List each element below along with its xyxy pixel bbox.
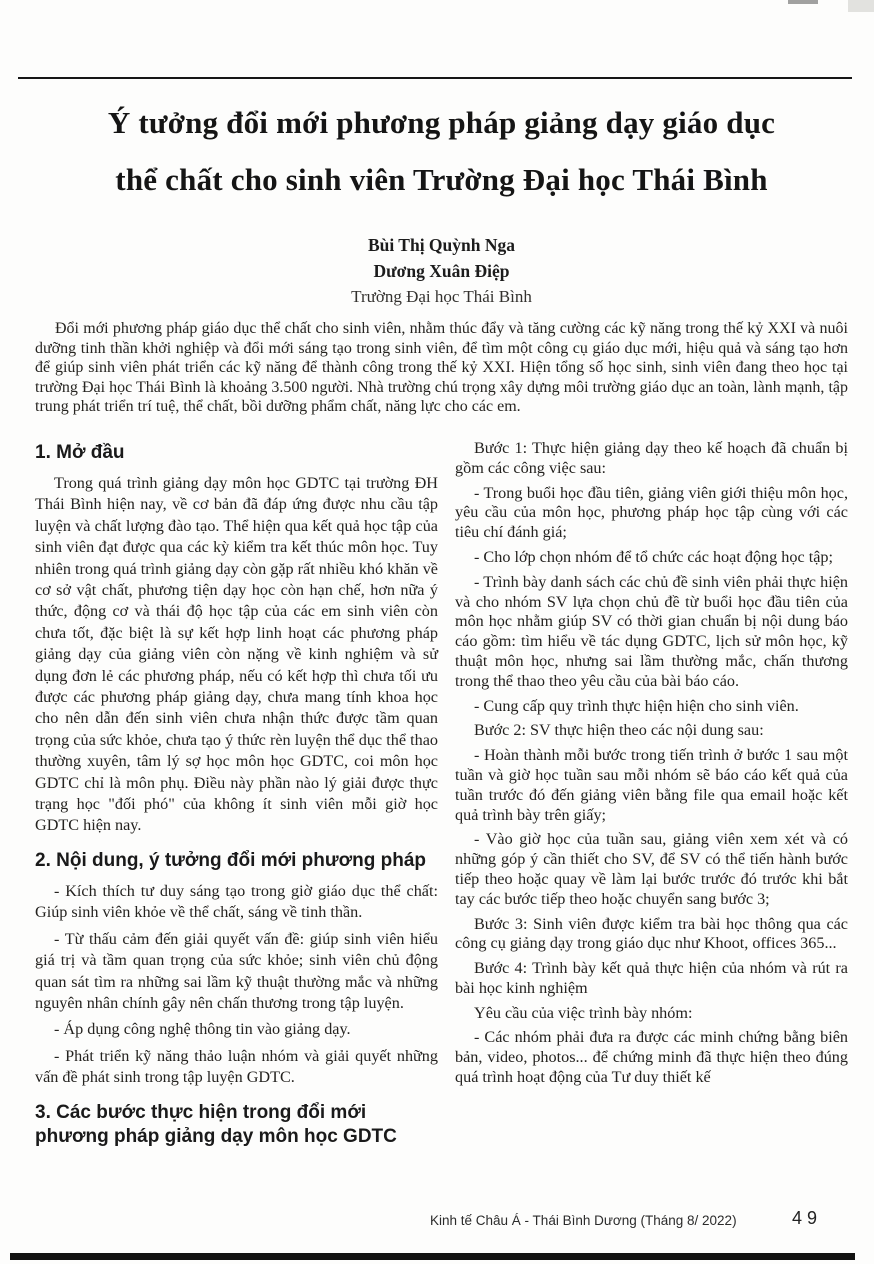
step-paragraph: - Trong buổi học đầu tiên, giảng viên giới thiệu môn học, yêu cầu của môn học, phương pháp học tập cùng với các tiêu chí đánh giá; bbox=[455, 483, 848, 542]
header-rule bbox=[18, 77, 852, 79]
article-title-line2: thể chất cho sinh viên Trường Đại học Thái Bình bbox=[115, 162, 768, 197]
footer-page-number: 49 bbox=[792, 1208, 823, 1228]
author-name-2: Dương Xuân Điệp bbox=[373, 261, 510, 281]
affiliation: Trường Đại học Thái Bình bbox=[351, 287, 532, 306]
step-paragraph: Bước 2: SV thực hiện theo các nội dung sau: bbox=[474, 721, 764, 740]
section-2-item: - Từ thấu cảm đến giải quyết vấn đề: giúp sinh viên hiểu giá trị và tầm quan trọng của sức khỏe; sinh viên chủ động quan sát tìm ra những sai lầm kỹ thuật thường mắc và những nguyên nhân chính gây nên chấn thương trong tập luyện. bbox=[35, 929, 438, 1012]
article-title bbox=[35, 0, 848, 208]
right-column bbox=[455, 439, 848, 1093]
section-2-item: - Kích thích tư duy sáng tạo trong giờ giáo dục thể chất: Giúp sinh viên khỏe về thể chất, sáng về tinh thần. bbox=[35, 881, 438, 922]
article-title-line1: Ý tưởng đổi mới phương pháp giảng dạy giáo dục bbox=[107, 105, 776, 140]
section-2-heading: 2. Nội dung, ý tưởng đổi mới phương pháp bbox=[35, 849, 427, 871]
two-column-body bbox=[35, 439, 848, 1157]
step-paragraph: Yêu cầu của việc trình bày nhóm: bbox=[474, 1003, 693, 1022]
section-2-item: - Áp dụng công nghệ thông tin vào giảng dạy. bbox=[54, 1020, 351, 1039]
step-paragraph: - Trình bày danh sách các chủ đề sinh viên phải thực hiện và cho nhóm SV lựa chọn chủ đề từ buổi học đầu tiên của môn học nhằm giúp SV có thời gian chuẩn bị nội dung báo cáo gồm: tìm hiểu về tác dụng GDTC, lịch sử môn học, kỹ thuật môn học, nhưng sai lầm thường mắc, chấn thương trong thể thao theo yêu cầu của bài báo cáo. bbox=[455, 572, 848, 690]
section-2-item-list bbox=[35, 881, 438, 1089]
step-paragraph: - Các nhóm phải đưa ra được các minh chứng bằng biên bản, video, photos... để chứng minh đã thực hiện theo đúng quá trình hoạt động của Tư duy thiết kế bbox=[455, 1028, 848, 1087]
step-paragraph: - Hoàn thành mỗi bước trong tiến trình ở bước 1 sau một tuần và giờ học tuần sau mỗi nhóm sẽ báo cáo kết quả của tuần trước đó đến giảng viên bằng file qua email hoặc kết quả trình bày trên giấy; bbox=[455, 746, 848, 824]
bottom-rule bbox=[10, 1253, 855, 1260]
step-paragraph: Bước 4: Trình bày kết quả thực hiện của nhóm và rút ra bài học kinh nghiệm bbox=[455, 959, 848, 997]
author-name-1: Bùi Thị Quỳnh Nga bbox=[367, 235, 516, 255]
section-2-item: - Phát triển kỹ năng thảo luận nhóm và giải quyết những vấn đề phát sinh trong tập luyện GDTC. bbox=[35, 1046, 438, 1087]
abstract-paragraph: Đổi mới phương pháp giáo dục thể chất cho sinh viên, nhằm thúc đẩy và tăng cường các kỹ năng trong thế kỷ XXI và nuôi dưỡng tinh thần khởi nghiệp và đổi mới sáng tạo trong sinh viên, để tìm một công cụ giáo dục mới, hiệu quả và sáng tạo hơn để giúp sinh viên phát triển các kỹ năng để thành công trong thế kỷ XXI. Hiện tổng số học sinh, sinh viên đang theo học tại trường Đại học Thái Bình là khoảng 3.500 người. Nhà trường chú trọng xây dựng môi trường giáo dục an toàn, lành mạnh, tập trung phát triển trí tuệ, thể chất, bồi dưỡng phẩm chất, năng lực cho các em. bbox=[35, 320, 848, 416]
step-paragraph: Bước 3: Sinh viên được kiểm tra bài học thông qua các công cụ giảng dạy trong giáo dục như Khoot, offices 365... bbox=[455, 914, 848, 953]
section-3-heading: 3. Các bước thực hiện trong đổi mới phương pháp giảng dạy môn học GDTC bbox=[35, 1101, 397, 1147]
scan-artifact-mark bbox=[788, 0, 818, 4]
step-paragraph: - Cho lớp chọn nhóm để tổ chức các hoạt động học tập; bbox=[474, 547, 833, 566]
step-paragraph: - Vào giờ học của tuần sau, giảng viên xem xét và có những góp ý cần thiết cho SV, để SV có thể tiến hành bước tiếp theo hoặc quay về làm lại bước trước đó trước khi bắt tay các bước tiếp theo hoặc chuyển sang bước 3; bbox=[455, 830, 848, 908]
left-column bbox=[35, 439, 438, 1157]
steps-paragraph-list bbox=[455, 439, 848, 1088]
section-1-heading: 1. Mở đầu bbox=[35, 441, 125, 463]
author-block bbox=[35, 232, 848, 309]
scan-corner-shade bbox=[848, 0, 874, 12]
step-paragraph: - Cung cấp quy trình thực hiện hiện cho sinh viên. bbox=[474, 696, 799, 715]
footer-journal-name: Kinh tế Châu Á - Thái Bình Dương (Tháng 8/ 2022) bbox=[430, 1213, 737, 1228]
step-paragraph: Bước 1: Thực hiện giảng dạy theo kế hoạch đã chuẩn bị gồm các công việc sau: bbox=[455, 438, 848, 477]
section-1-paragraph: Trong quá trình giảng dạy môn học GDTC tại trường ĐH Thái Bình hiện nay, về cơ bản đã đáp ứng được nhu cầu tập luyện và chất lượng đào tạo. Thể hiện qua kết quả học tập của sinh viên đạt được qua các kỳ kiểm tra kết thúc môn học. Tuy nhiên trong quá trình giảng dạy còn gặp rất nhiều khó khăn về cơ sở vật chất, phương tiện dạy học còn hạn chế, hơn nữa ý thức, động cơ và thái độ học tập của các em sinh viên còn chưa tốt, đặc biệt là sự kết hợp linh hoạt các phương pháp giảng dạy của giảng viên còn nặng về kinh nghiệm và sử dụng đơn lẻ các phương pháp, nếu có kết hợp thì chưa tối ưu được các phương pháp giảng dạy, chưa mang tính khoa học cho nên dẫn đến sinh viên chưa nhận thức được tầm quan trọng của sức khỏe, chưa tạo ý thức rèn luyện thể dục thể thao thường xuyên, tâm lý sợ học môn học GDTC, coi môn học GDTC chỉ là môn phụ. Điều này phần nào lý giải được thực trạng học "đối phó" của không ít sinh viên mỗi giờ học GDTC hiện nay. bbox=[35, 473, 438, 835]
